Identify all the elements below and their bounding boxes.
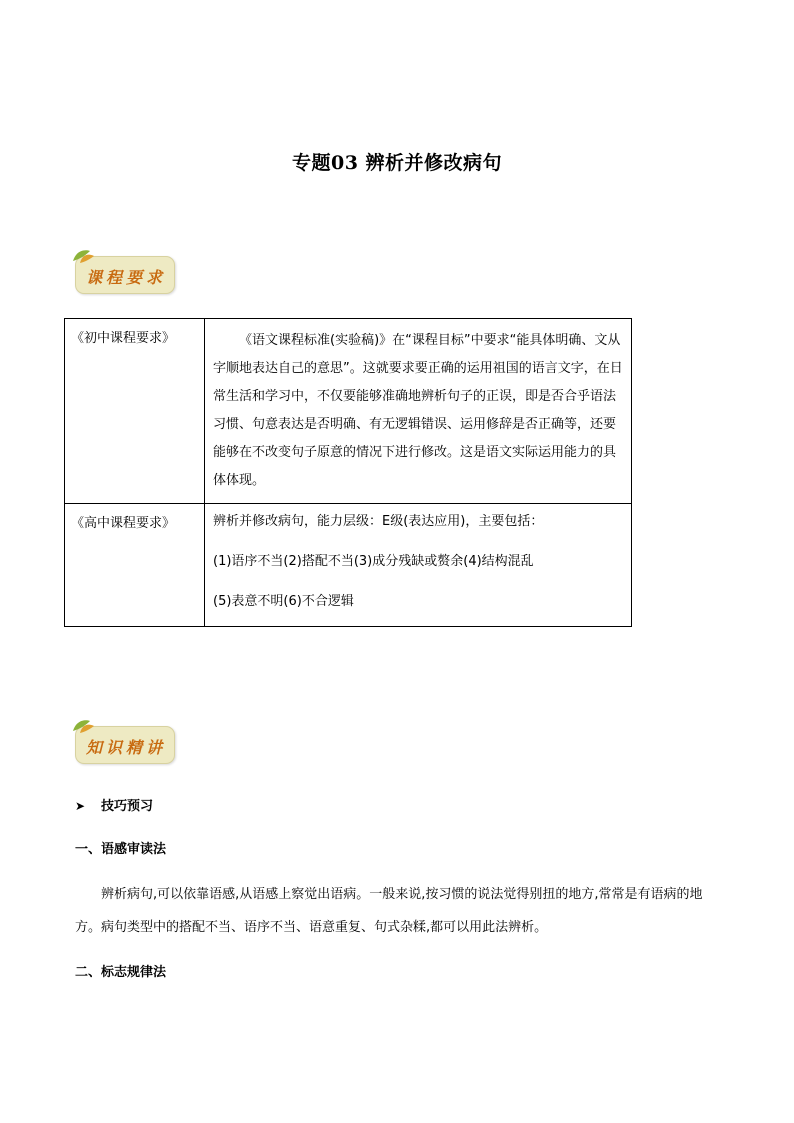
- high-school-line: 辨析并修改病句，能力层级：E级(表达应用)，主要包括：: [213, 514, 544, 529]
- body-paragraph: 辨析病句,可以依靠语感,从语感上察觉出语病。一般来说,按习惯的说法觉得别扭的地方,常常是有语病的地方。病句类型中的搭配不当、语序不当、语意重复、句式杂糅,都可以用此法辨析。: [75, 887, 703, 935]
- high-school-line: (1)语序不当(2)搭配不当(3)成分残缺或赘余(4)结构混乱: [213, 554, 534, 569]
- subheading: 一、语感审读法: [75, 842, 167, 857]
- arrow-bullet-icon: ➤: [75, 799, 86, 813]
- row-label: 《高中课程要求》: [65, 504, 205, 627]
- row-content: [205, 504, 632, 627]
- middle-school-text: 《语文课程标准(实验稿)》在“课程目标”中要求“能具体明确、文从字顺地表达自己的意思”。这就要求要正确的运用祖国的语言文字，在日常生活和学习中，不仅要能够准确地辨析句子的正误，即是否合乎语法习惯、句意表达是否明确、有无逻辑错误、运用修辞是否正确等，还要能够在不改变句子原意的情况下进行修改。这是语文实际运用能力的具体体现。: [213, 333, 623, 488]
- knowledge-badge: [75, 726, 175, 764]
- page-title: 专题03 辨析并修改病句: [291, 152, 503, 174]
- leaf-icon: [70, 717, 96, 737]
- badge-label: 知识精讲: [86, 738, 167, 757]
- bullet-label: 技巧预习: [101, 799, 154, 814]
- table-row: [65, 319, 632, 504]
- course-requirements-badge: [75, 256, 175, 294]
- table-row: [65, 504, 632, 627]
- badge-label: 课程要求: [86, 268, 167, 287]
- leaf-icon: [70, 247, 96, 267]
- high-school-line: (5)表意不明(6)不合逻辑: [213, 594, 354, 609]
- row-content: [205, 319, 632, 504]
- row-label: 《初中课程要求》: [65, 319, 205, 504]
- bullet-item: [75, 795, 153, 814]
- subheading: 二、标志规律法: [75, 965, 167, 980]
- requirements-table: [64, 318, 632, 627]
